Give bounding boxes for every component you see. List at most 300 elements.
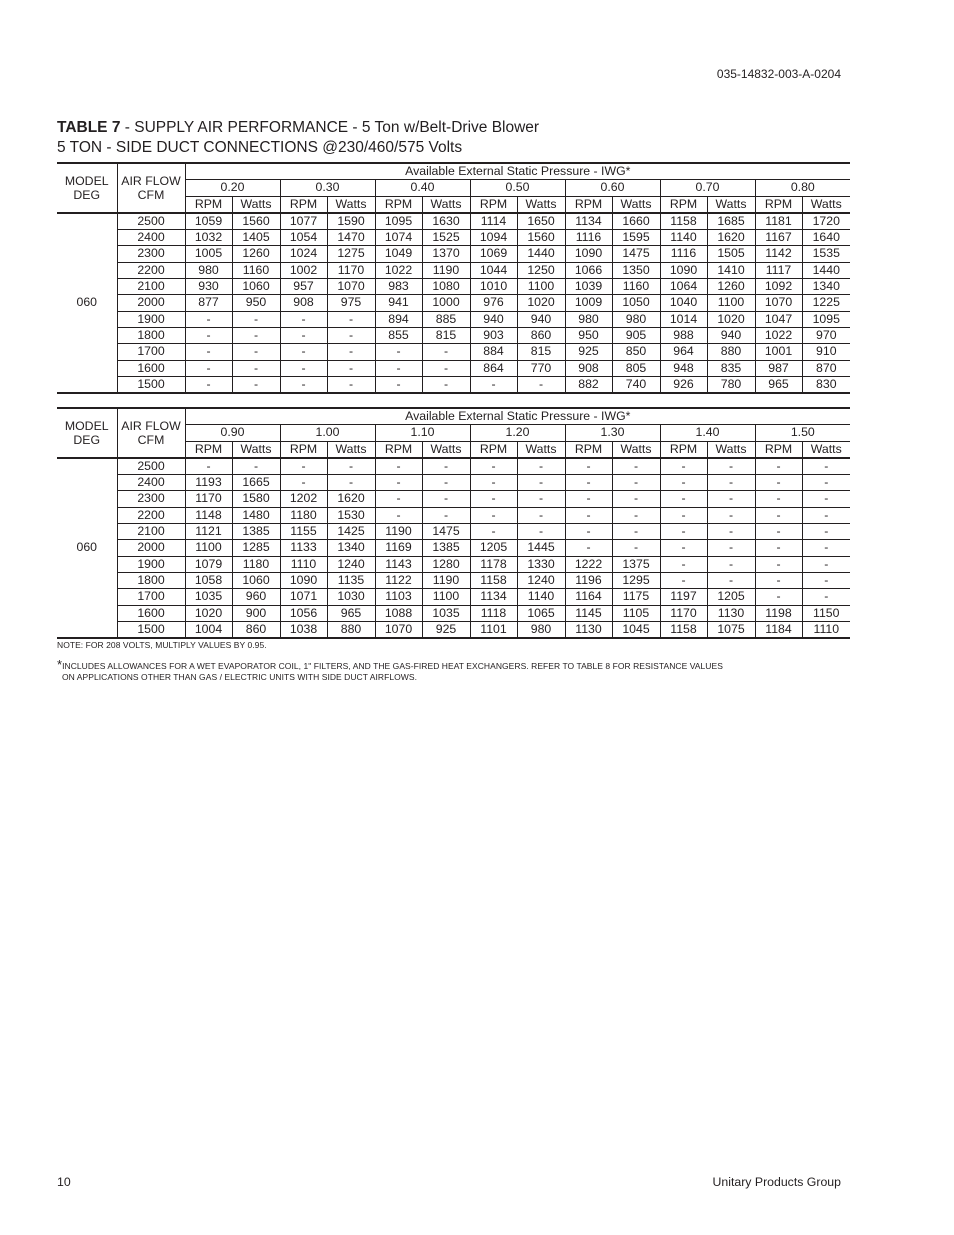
rpm-cell: 1070 bbox=[755, 295, 802, 311]
rpm-cell: - bbox=[660, 556, 707, 572]
rpm-cell: 1040 bbox=[660, 295, 707, 311]
rpm-header: RPM bbox=[185, 441, 232, 458]
rpm-cell: 987 bbox=[755, 360, 802, 376]
rpm-cell: 1092 bbox=[755, 279, 802, 295]
watts-cell: - bbox=[707, 540, 755, 556]
rpm-cell: 894 bbox=[375, 311, 422, 327]
rpm-cell: 941 bbox=[375, 295, 422, 311]
watts-cell: 1525 bbox=[422, 230, 470, 246]
watts-cell: - bbox=[232, 360, 280, 376]
rpm-cell: 1118 bbox=[470, 605, 517, 621]
rpm-cell: - bbox=[280, 475, 327, 491]
watts-cell: 1370 bbox=[422, 246, 470, 262]
watts-cell: 1660 bbox=[612, 213, 660, 230]
model-header bbox=[57, 408, 117, 458]
watts-cell: 1080 bbox=[422, 279, 470, 295]
watts-cell: 905 bbox=[612, 327, 660, 343]
rpm-cell: 1158 bbox=[660, 621, 707, 638]
model-label-line-2: DEG bbox=[73, 187, 101, 202]
rpm-cell: 1143 bbox=[375, 556, 422, 572]
watts-cell: 1250 bbox=[517, 262, 565, 278]
table-row bbox=[57, 540, 850, 556]
watts-cell: 1225 bbox=[802, 295, 850, 311]
watts-cell: - bbox=[517, 507, 565, 523]
pressure-header: 0.70 bbox=[660, 180, 755, 196]
rpm-cell: 1170 bbox=[185, 491, 232, 507]
airflow-cell: 1500 bbox=[117, 376, 185, 393]
watts-cell: 815 bbox=[517, 344, 565, 360]
watts-cell: 1340 bbox=[802, 279, 850, 295]
watts-cell: - bbox=[612, 491, 660, 507]
rpm-cell: - bbox=[660, 491, 707, 507]
rpm-cell: 1222 bbox=[565, 556, 612, 572]
rpm-cell: - bbox=[185, 376, 232, 393]
rpm-cell: 1167 bbox=[755, 230, 802, 246]
rpm-cell: 908 bbox=[280, 295, 327, 311]
rpm-cell: - bbox=[470, 458, 517, 475]
rpm-cell: - bbox=[470, 376, 517, 393]
rpm-cell: - bbox=[565, 458, 612, 475]
watts-cell: 965 bbox=[327, 605, 375, 621]
airflow-cell: 1700 bbox=[117, 589, 185, 605]
watts-cell: - bbox=[707, 556, 755, 572]
rpm-cell: 1044 bbox=[470, 262, 517, 278]
watts-cell: 1030 bbox=[327, 589, 375, 605]
watts-cell: 770 bbox=[517, 360, 565, 376]
rpm-cell: - bbox=[375, 376, 422, 393]
watts-cell: - bbox=[802, 572, 850, 588]
watts-cell: - bbox=[327, 327, 375, 343]
watts-cell: - bbox=[327, 311, 375, 327]
watts-header: Watts bbox=[802, 196, 850, 213]
watts-cell: 1020 bbox=[707, 311, 755, 327]
rpm-cell: - bbox=[755, 458, 802, 475]
rpm-cell: 1064 bbox=[660, 279, 707, 295]
watts-cell: 1020 bbox=[517, 295, 565, 311]
table-row bbox=[57, 589, 850, 605]
watts-cell: - bbox=[422, 376, 470, 393]
watts-cell: 1475 bbox=[612, 246, 660, 262]
rpm-cell: 1103 bbox=[375, 589, 422, 605]
watts-cell: 830 bbox=[802, 376, 850, 393]
watts-cell: - bbox=[707, 524, 755, 540]
watts-cell: - bbox=[612, 458, 660, 475]
rpm-cell: 1180 bbox=[280, 507, 327, 523]
rpm-cell: 957 bbox=[280, 279, 327, 295]
watts-cell: 1445 bbox=[517, 540, 565, 556]
rpm-cell: 1198 bbox=[755, 605, 802, 621]
rpm-cell: 1181 bbox=[755, 213, 802, 230]
rpm-cell: - bbox=[660, 507, 707, 523]
watts-cell: - bbox=[327, 458, 375, 475]
rpm-cell: 1035 bbox=[185, 589, 232, 605]
watts-header: Watts bbox=[612, 441, 660, 458]
airflow-cell: 1800 bbox=[117, 572, 185, 588]
watts-cell: 780 bbox=[707, 376, 755, 393]
watts-cell: - bbox=[517, 376, 565, 393]
watts-header: Watts bbox=[232, 441, 280, 458]
airflow-cell: 2200 bbox=[117, 507, 185, 523]
table-row bbox=[57, 556, 850, 572]
rpm-cell: - bbox=[280, 311, 327, 327]
rpm-cell: 1193 bbox=[185, 475, 232, 491]
watts-cell: 1560 bbox=[517, 230, 565, 246]
rpm-cell: 1071 bbox=[280, 589, 327, 605]
rpm-cell: - bbox=[280, 344, 327, 360]
watts-cell: 1060 bbox=[232, 279, 280, 295]
watts-cell: - bbox=[802, 556, 850, 572]
rpm-cell: 1110 bbox=[280, 556, 327, 572]
watts-cell: 950 bbox=[232, 295, 280, 311]
rpm-cell: 976 bbox=[470, 295, 517, 311]
watts-header: Watts bbox=[517, 441, 565, 458]
rpm-cell: 940 bbox=[470, 311, 517, 327]
rpm-cell: 1059 bbox=[185, 213, 232, 230]
rpm-cell: - bbox=[660, 458, 707, 475]
rpm-cell: - bbox=[375, 360, 422, 376]
pressure-header: 1.20 bbox=[470, 425, 565, 441]
table-row bbox=[57, 376, 850, 393]
watts-cell: - bbox=[707, 572, 755, 588]
watts-header: Watts bbox=[422, 441, 470, 458]
rpm-cell: 1116 bbox=[565, 230, 612, 246]
watts-cell: 1350 bbox=[612, 262, 660, 278]
rpm-cell: 855 bbox=[375, 327, 422, 343]
model-label-line-2: DEG bbox=[73, 432, 101, 447]
rpm-cell: 950 bbox=[565, 327, 612, 343]
rpm-cell: - bbox=[470, 475, 517, 491]
watts-cell: 1140 bbox=[517, 589, 565, 605]
watts-cell: - bbox=[612, 540, 660, 556]
watts-cell: - bbox=[707, 475, 755, 491]
rpm-header: RPM bbox=[185, 196, 232, 213]
watts-cell: 870 bbox=[802, 360, 850, 376]
rpm-cell: - bbox=[565, 491, 612, 507]
watts-cell: 1205 bbox=[707, 589, 755, 605]
watts-cell: 1665 bbox=[232, 475, 280, 491]
watts-cell: - bbox=[327, 344, 375, 360]
watts-cell: 1630 bbox=[422, 213, 470, 230]
watts-cell: 1170 bbox=[327, 262, 375, 278]
rpm-cell: 864 bbox=[470, 360, 517, 376]
table-row bbox=[57, 507, 850, 523]
airflow-cell: 2400 bbox=[117, 230, 185, 246]
watts-cell: - bbox=[232, 311, 280, 327]
rpm-header: RPM bbox=[375, 196, 422, 213]
airflow-cell: 1500 bbox=[117, 621, 185, 638]
watts-header: Watts bbox=[707, 441, 755, 458]
table-row bbox=[57, 262, 850, 278]
pressure-header: 0.90 bbox=[185, 425, 280, 441]
watts-cell: - bbox=[327, 360, 375, 376]
rpm-cell: 1069 bbox=[470, 246, 517, 262]
airflow-cell: 1600 bbox=[117, 360, 185, 376]
model-cell: 060 bbox=[57, 213, 117, 393]
watts-cell: - bbox=[612, 507, 660, 523]
pressure-header: 0.40 bbox=[375, 180, 470, 196]
table-row bbox=[57, 311, 850, 327]
rpm-header: RPM bbox=[755, 196, 802, 213]
watts-cell: - bbox=[612, 475, 660, 491]
rpm-cell: 1014 bbox=[660, 311, 707, 327]
watts-cell: 1560 bbox=[232, 213, 280, 230]
rpm-cell: - bbox=[755, 475, 802, 491]
watts-cell: 805 bbox=[612, 360, 660, 376]
watts-cell: 1505 bbox=[707, 246, 755, 262]
table-row bbox=[57, 360, 850, 376]
watts-cell: - bbox=[612, 524, 660, 540]
rpm-header: RPM bbox=[565, 441, 612, 458]
table-row bbox=[57, 246, 850, 262]
watts-cell: 860 bbox=[517, 327, 565, 343]
rpm-cell: 930 bbox=[185, 279, 232, 295]
rpm-cell: 1079 bbox=[185, 556, 232, 572]
table-row bbox=[57, 621, 850, 638]
note-allowances-line-2: ON APPLICATIONS OTHER THAN GAS / ELECTRIC UNITS WITH SIDE DUCT AIRFLOWS. bbox=[62, 672, 417, 682]
table-title bbox=[57, 118, 539, 158]
watts-cell: 1260 bbox=[707, 279, 755, 295]
watts-cell: 1065 bbox=[517, 605, 565, 621]
rpm-cell: 980 bbox=[185, 262, 232, 278]
rpm-cell: 925 bbox=[565, 344, 612, 360]
watts-cell: 1440 bbox=[517, 246, 565, 262]
table-row bbox=[57, 605, 850, 621]
watts-cell: 1620 bbox=[327, 491, 375, 507]
rpm-cell: 1148 bbox=[185, 507, 232, 523]
rpm-cell: 1122 bbox=[375, 572, 422, 588]
rpm-cell: - bbox=[280, 458, 327, 475]
title-line-1 bbox=[57, 118, 539, 138]
rpm-cell: - bbox=[755, 507, 802, 523]
rpm-header: RPM bbox=[470, 441, 517, 458]
rpm-cell: - bbox=[755, 540, 802, 556]
watts-cell: - bbox=[802, 475, 850, 491]
watts-cell: 1475 bbox=[422, 524, 470, 540]
rpm-cell: - bbox=[565, 540, 612, 556]
rpm-cell: 1184 bbox=[755, 621, 802, 638]
rpm-cell: 1196 bbox=[565, 572, 612, 588]
watts-cell: 1180 bbox=[232, 556, 280, 572]
watts-cell: 1105 bbox=[612, 605, 660, 621]
watts-cell: 1385 bbox=[232, 524, 280, 540]
rpm-cell: 1005 bbox=[185, 246, 232, 262]
rpm-cell: 1090 bbox=[660, 262, 707, 278]
watts-cell: 1190 bbox=[422, 262, 470, 278]
rpm-cell: 1039 bbox=[565, 279, 612, 295]
watts-cell: 1340 bbox=[327, 540, 375, 556]
watts-cell: - bbox=[802, 524, 850, 540]
watts-cell: 1620 bbox=[707, 230, 755, 246]
watts-cell: - bbox=[707, 491, 755, 507]
rpm-cell: 1202 bbox=[280, 491, 327, 507]
performance-table-1 bbox=[57, 162, 850, 394]
rpm-cell: 1116 bbox=[660, 246, 707, 262]
rpm-cell: 1066 bbox=[565, 262, 612, 278]
watts-cell: 1405 bbox=[232, 230, 280, 246]
watts-cell: 1280 bbox=[422, 556, 470, 572]
watts-cell: 1240 bbox=[517, 572, 565, 588]
watts-header: Watts bbox=[707, 196, 755, 213]
watts-cell: 815 bbox=[422, 327, 470, 343]
rpm-cell: - bbox=[280, 360, 327, 376]
rpm-cell: 903 bbox=[470, 327, 517, 343]
rpm-cell: 1169 bbox=[375, 540, 422, 556]
rpm-cell: 1133 bbox=[280, 540, 327, 556]
airflow-cell: 2000 bbox=[117, 540, 185, 556]
rpm-cell: 877 bbox=[185, 295, 232, 311]
pressure-header: 0.30 bbox=[280, 180, 375, 196]
watts-cell: 1580 bbox=[232, 491, 280, 507]
rpm-cell: - bbox=[755, 491, 802, 507]
watts-cell: 1045 bbox=[612, 621, 660, 638]
table-label: TABLE 7 bbox=[57, 119, 121, 136]
rpm-cell: - bbox=[660, 475, 707, 491]
rpm-cell: 1077 bbox=[280, 213, 327, 230]
model-cell: 060 bbox=[57, 458, 117, 638]
rpm-cell: - bbox=[375, 491, 422, 507]
watts-header: Watts bbox=[232, 196, 280, 213]
rpm-cell: - bbox=[565, 507, 612, 523]
airflow-cell: 2200 bbox=[117, 262, 185, 278]
watts-cell: 970 bbox=[802, 327, 850, 343]
rpm-cell: 1056 bbox=[280, 605, 327, 621]
watts-cell: 1100 bbox=[517, 279, 565, 295]
watts-cell: 1285 bbox=[232, 540, 280, 556]
watts-cell: 1000 bbox=[422, 295, 470, 311]
company-name: Unitary Products Group bbox=[712, 1175, 841, 1189]
page-number: 10 bbox=[57, 1175, 71, 1189]
watts-cell: 975 bbox=[327, 295, 375, 311]
title-line-1-text: - SUPPLY AIR PERFORMANCE - 5 Ton w/Belt-Drive Blower bbox=[120, 119, 540, 136]
watts-cell: 1050 bbox=[612, 295, 660, 311]
rpm-cell: 1090 bbox=[280, 572, 327, 588]
pressure-header: 1.10 bbox=[375, 425, 470, 441]
watts-cell: 835 bbox=[707, 360, 755, 376]
rpm-cell: 1121 bbox=[185, 524, 232, 540]
note-allowances bbox=[57, 659, 723, 683]
rpm-cell: 965 bbox=[755, 376, 802, 393]
rpm-cell: 1094 bbox=[470, 230, 517, 246]
rpm-cell: 1170 bbox=[660, 605, 707, 621]
table-row bbox=[57, 279, 850, 295]
watts-header: Watts bbox=[327, 441, 375, 458]
rpm-cell: 1038 bbox=[280, 621, 327, 638]
airflow-cell: 1900 bbox=[117, 311, 185, 327]
watts-header: Watts bbox=[422, 196, 470, 213]
rpm-cell: 1070 bbox=[375, 621, 422, 638]
rpm-cell: - bbox=[755, 589, 802, 605]
watts-cell: 1160 bbox=[612, 279, 660, 295]
watts-cell: 1595 bbox=[612, 230, 660, 246]
watts-cell: 1385 bbox=[422, 540, 470, 556]
watts-header: Watts bbox=[517, 196, 565, 213]
watts-cell: 910 bbox=[802, 344, 850, 360]
rpm-cell: 1158 bbox=[470, 572, 517, 588]
rpm-cell: - bbox=[375, 475, 422, 491]
rpm-cell: - bbox=[280, 376, 327, 393]
watts-cell: 1685 bbox=[707, 213, 755, 230]
rpm-cell: 1009 bbox=[565, 295, 612, 311]
watts-cell: 1295 bbox=[612, 572, 660, 588]
rpm-cell: 882 bbox=[565, 376, 612, 393]
rpm-header: RPM bbox=[470, 196, 517, 213]
rpm-header: RPM bbox=[280, 196, 327, 213]
watts-cell: - bbox=[422, 475, 470, 491]
airflow-header bbox=[117, 163, 185, 213]
model-header bbox=[57, 163, 117, 213]
watts-cell: 880 bbox=[327, 621, 375, 638]
watts-cell: - bbox=[232, 376, 280, 393]
watts-cell: 960 bbox=[232, 589, 280, 605]
watts-cell: 1075 bbox=[707, 621, 755, 638]
watts-cell: - bbox=[422, 458, 470, 475]
rpm-cell: 1190 bbox=[375, 524, 422, 540]
watts-cell: 1530 bbox=[327, 507, 375, 523]
rpm-cell: - bbox=[470, 491, 517, 507]
rpm-cell: 1100 bbox=[185, 540, 232, 556]
table-row bbox=[57, 458, 850, 475]
watts-cell: 1175 bbox=[612, 589, 660, 605]
rpm-cell: - bbox=[375, 344, 422, 360]
watts-cell: - bbox=[517, 458, 565, 475]
model-label-line-1: MODEL bbox=[64, 173, 109, 188]
watts-cell: 1640 bbox=[802, 230, 850, 246]
watts-cell: 860 bbox=[232, 621, 280, 638]
rpm-cell: 1145 bbox=[565, 605, 612, 621]
airflow-cell: 1600 bbox=[117, 605, 185, 621]
watts-cell: 1070 bbox=[327, 279, 375, 295]
watts-cell: 1375 bbox=[612, 556, 660, 572]
rpm-header: RPM bbox=[660, 196, 707, 213]
rpm-cell: 1178 bbox=[470, 556, 517, 572]
pressure-header: 0.60 bbox=[565, 180, 660, 196]
rpm-cell: 1020 bbox=[185, 605, 232, 621]
rpm-cell: 1164 bbox=[565, 589, 612, 605]
pressure-header: 1.00 bbox=[280, 425, 375, 441]
rpm-cell: 1140 bbox=[660, 230, 707, 246]
watts-header: Watts bbox=[612, 196, 660, 213]
rpm-header: RPM bbox=[660, 441, 707, 458]
table-row bbox=[57, 524, 850, 540]
watts-cell: - bbox=[327, 376, 375, 393]
watts-cell: 885 bbox=[422, 311, 470, 327]
rpm-cell: 1058 bbox=[185, 572, 232, 588]
airflow-label-line-2: CFM bbox=[137, 432, 165, 447]
rpm-cell: - bbox=[565, 475, 612, 491]
table-row bbox=[57, 572, 850, 588]
rpm-cell: 983 bbox=[375, 279, 422, 295]
rpm-cell: 1197 bbox=[660, 589, 707, 605]
rpm-cell: - bbox=[660, 540, 707, 556]
airflow-cell: 1800 bbox=[117, 327, 185, 343]
watts-cell: 1330 bbox=[517, 556, 565, 572]
rpm-cell: 1117 bbox=[755, 262, 802, 278]
watts-cell: 740 bbox=[612, 376, 660, 393]
rpm-cell: 1049 bbox=[375, 246, 422, 262]
pressure-header: 1.40 bbox=[660, 425, 755, 441]
rpm-cell: 1095 bbox=[375, 213, 422, 230]
pressure-header: 1.50 bbox=[755, 425, 850, 441]
watts-cell: 1650 bbox=[517, 213, 565, 230]
rpm-cell: 1114 bbox=[470, 213, 517, 230]
rpm-cell: 964 bbox=[660, 344, 707, 360]
rpm-cell: 1101 bbox=[470, 621, 517, 638]
rpm-cell: - bbox=[185, 327, 232, 343]
airflow-header bbox=[117, 408, 185, 458]
watts-cell: 1720 bbox=[802, 213, 850, 230]
watts-cell: - bbox=[707, 458, 755, 475]
rpm-cell: - bbox=[755, 524, 802, 540]
